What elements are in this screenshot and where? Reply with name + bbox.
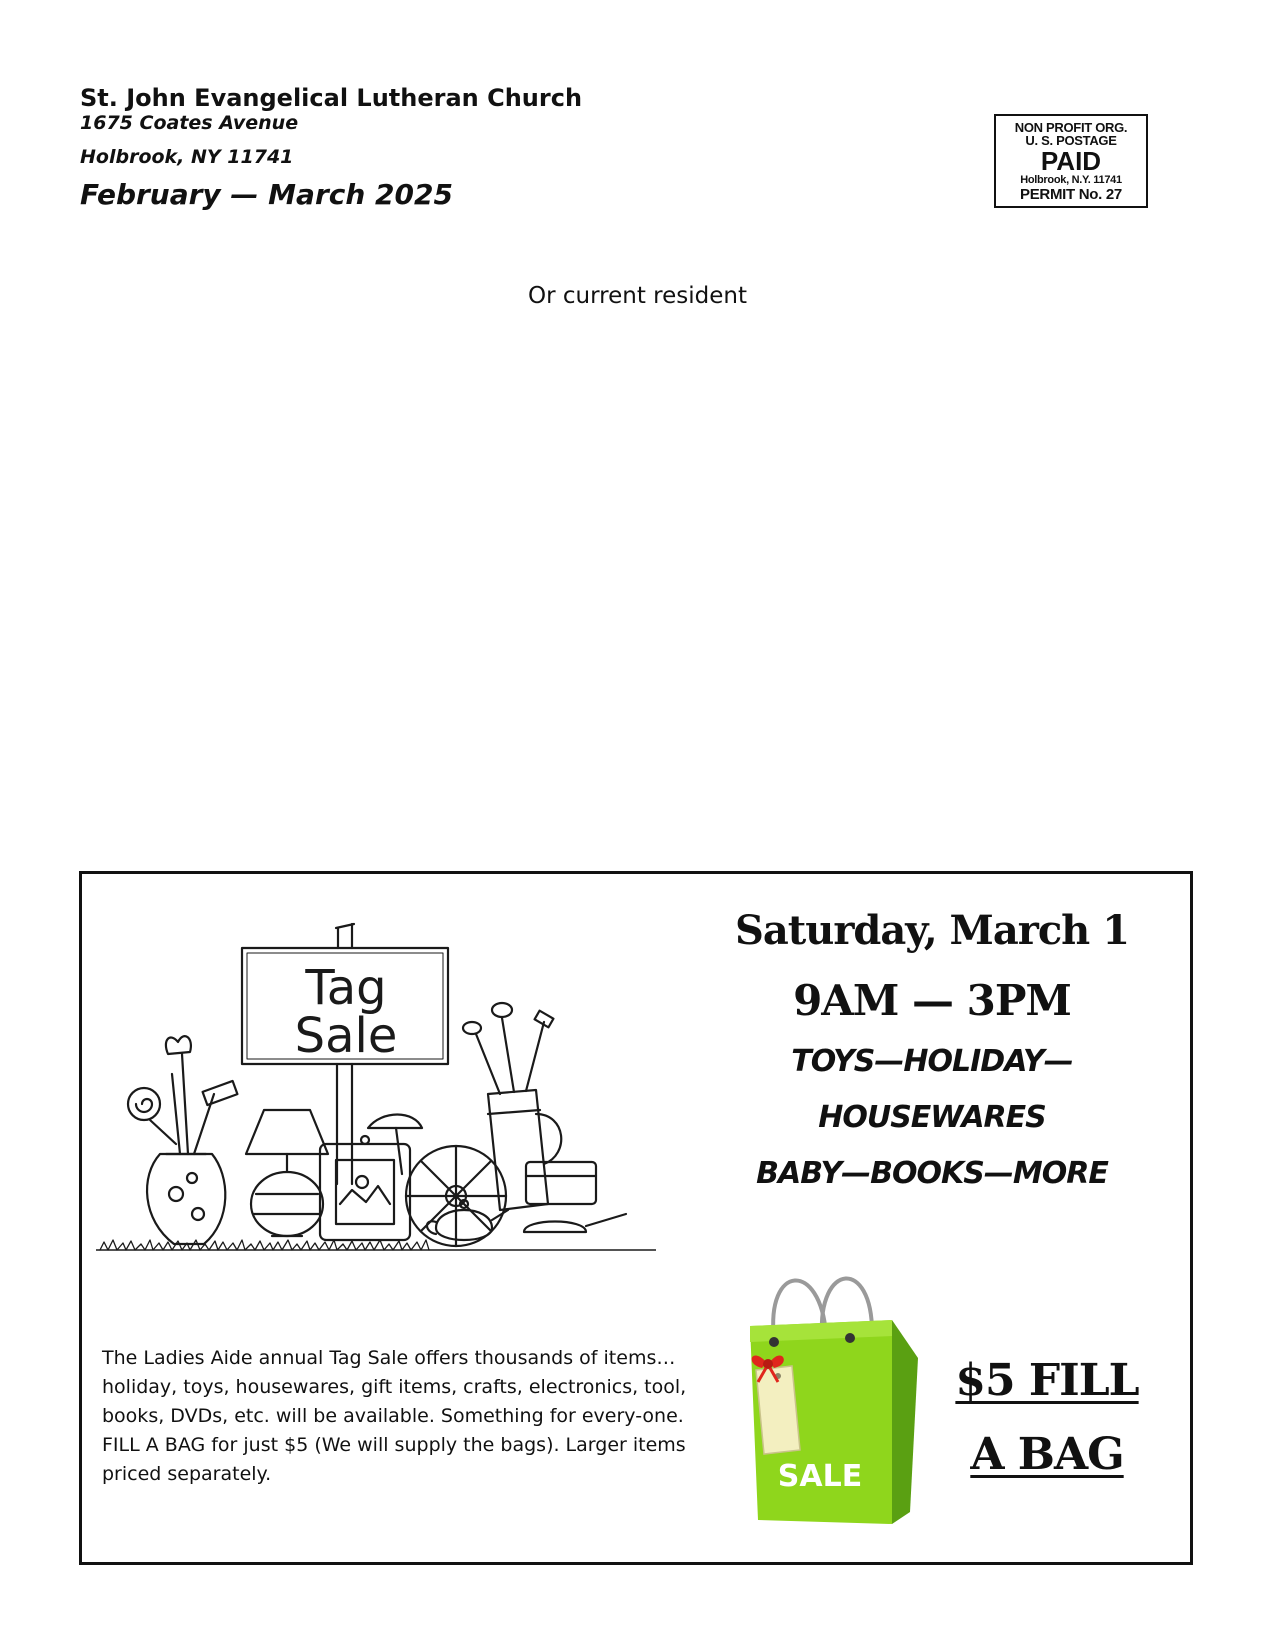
shopping-bag-icon <box>722 1254 932 1534</box>
fill-a-bag-promo <box>942 1344 1152 1492</box>
sign-text-line1: Tag <box>305 960 387 1016</box>
sign-text-line2: Sale <box>294 1008 398 1064</box>
category-line-1: TOYS—HOLIDAY— <box>791 1044 1073 1079</box>
postage-line-us-postage: U. S. POSTAGE <box>1025 133 1117 148</box>
postage-indicia <box>994 114 1148 208</box>
event-time: 9AM — 3PM <box>793 976 1071 1025</box>
event-date: Saturday, March 1 <box>734 907 1130 954</box>
postage-line-city: Holbrook, N.Y. 11741 <box>1020 174 1122 186</box>
issue-date: February — March 2025 <box>80 178 453 211</box>
return-address <box>80 84 582 212</box>
street-address: 1675 Coates Avenue <box>80 112 299 134</box>
postage-line-nonprofit: NON PROFIT ORG. <box>1014 120 1128 135</box>
event-info <box>682 902 1182 1202</box>
bag-side <box>892 1320 918 1524</box>
recipient-line: Or current resident <box>528 283 747 309</box>
category-line-2: HOUSEWARES <box>818 1100 1046 1135</box>
tag-sale-flyer <box>79 871 1193 1565</box>
sale-description: The Ladies Aide annual Tag Sale offers thousands of items…holiday, toys, housewares, gift items, crafts, electronics, tool, books, DVDs, etc. will be available. Something for every-one. FILL A BAG for just $5 (We will supply the bags). Larger items priced separately. <box>102 1347 687 1485</box>
organization-name: St. John Evangelical Lutheran Church <box>80 84 583 112</box>
category-line-3: BABY—BOOKS—MORE <box>756 1156 1108 1191</box>
promo-line-1: $5 FILL <box>955 1355 1139 1406</box>
bag-sale-label: SALE <box>777 1459 863 1494</box>
tag-sale-illustration <box>96 914 656 1274</box>
city-state-zip: Holbrook, NY 11741 <box>80 146 294 168</box>
postage-line-permit: PERMIT No. 27 <box>1020 186 1122 203</box>
postage-line-paid: PAID <box>1040 146 1102 176</box>
promo-line-2: A BAG <box>970 1429 1124 1480</box>
